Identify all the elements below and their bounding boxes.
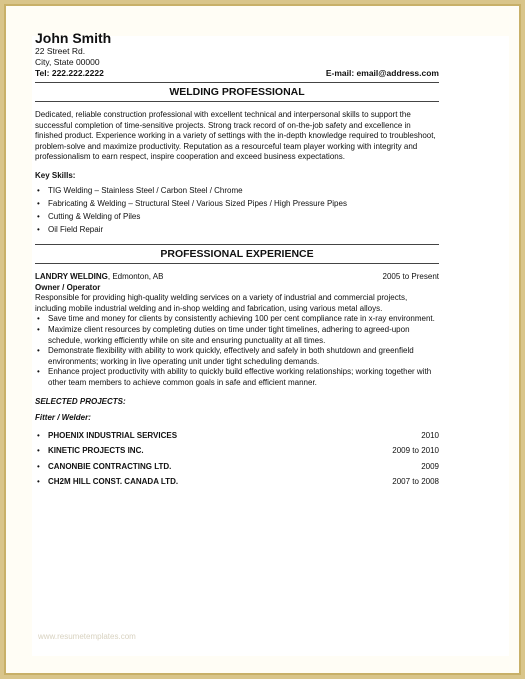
city-state: City, State 00000 (35, 57, 100, 67)
project-item (35, 459, 439, 475)
resume-content (35, 30, 439, 490)
skills-list (35, 184, 439, 236)
project-item (35, 474, 439, 490)
summary-title: WELDING PROFESSIONAL (169, 86, 305, 98)
achievement-item: • Maximize client resources by completing duties on time under tight timelines, adhering to agreed-upon schedule, working efficiently while on site and ensuring punctuality at all times. (35, 325, 439, 346)
candidate-name: John Smith (35, 30, 112, 46)
job-responsibility: Responsible for providing high-quality welding services on a variety of industrial and commercial projects, including mobile industrial welding and in-shop welding and fabrication, using various metal alloys. (35, 293, 408, 313)
employer-name: LANDRY WELDING (35, 271, 108, 281)
projects-list (35, 428, 439, 490)
project-name: • CH2M HILL CONST. CANADA LTD. (48, 477, 179, 487)
employer-location: , Edmonton, AB (107, 271, 164, 281)
experience-title: PROFESSIONAL EXPERIENCE (160, 247, 314, 260)
fitter-welder-heading: Fitter / Welder: (35, 413, 91, 423)
skill-item: • Oil Field Repair (35, 223, 439, 236)
telephone: Tel: 222.222.2222 (35, 68, 104, 78)
project-name: • PHOENIX INDUSTRIAL SERVICES (48, 430, 178, 440)
skill-item: • Cutting & Welding of Piles (35, 210, 439, 223)
skill-item: • Fabricating & Welding – Structural Steel / Various Sized Pipes / High Pressure Pipes (35, 197, 439, 210)
project-dates: 2009 to 2010 (392, 446, 439, 456)
street-address: 22 Street Rd. (35, 46, 86, 56)
job-dates: 2005 to Present (382, 271, 439, 281)
achievement-item: • Save time and money for clients by consistently achieving 100 per cent compliance rate in x-ray environment. (35, 314, 439, 325)
project-dates: 2010 (421, 430, 439, 440)
project-dates: 2009 (421, 461, 439, 471)
achievement-item: • Demonstrate flexibility with ability to work quickly, effectively and safely in both shutdown and greenfield environments; working in live operating unit under tight scheduling demands. (35, 346, 439, 367)
achievements-list (35, 314, 439, 388)
project-name: • KINETIC PROJECTS INC. (48, 446, 144, 456)
skill-item: • TIG Welding – Stainless Steel / Carbon Steel / Chrome (35, 184, 439, 197)
summary-paragraph: Dedicated, reliable construction professional with excellent technical and interpersonal skills to support the successful completion of time-sensitive projects. Strong track record of on-the-job safety and excellence in finished product. Experience working in a variety of settings with the in-depth knowledge required to troubleshoot, problem-solve and maximize productivity. Reputation as a resourceful team player working with integrity and professionalism to earn respect, inspire cooperation and exceed business expectations. (35, 110, 436, 162)
divider (35, 101, 439, 102)
job-header (35, 272, 439, 283)
project-dates: 2007 to 2008 (392, 477, 439, 487)
job-role: Owner / Operator (35, 282, 101, 292)
achievement-item: • Enhance project productivity with ability to quickly build effective working relationships; working together with other team members to achieve common goals in safe and efficient manner. (35, 367, 439, 388)
project-item (35, 428, 439, 444)
contact-row (35, 68, 439, 79)
watermark: www.resumetemplates.com (38, 632, 136, 641)
selected-projects-heading: SELECTED PROJECTS: (35, 396, 126, 406)
divider (35, 263, 439, 264)
skills-heading: Key Skills: (35, 170, 76, 180)
employer (35, 272, 163, 283)
project-item (35, 443, 439, 459)
project-name: • CANONBIE CONTRACTING LTD. (48, 461, 172, 471)
email: E-mail: email@address.com (325, 68, 439, 78)
